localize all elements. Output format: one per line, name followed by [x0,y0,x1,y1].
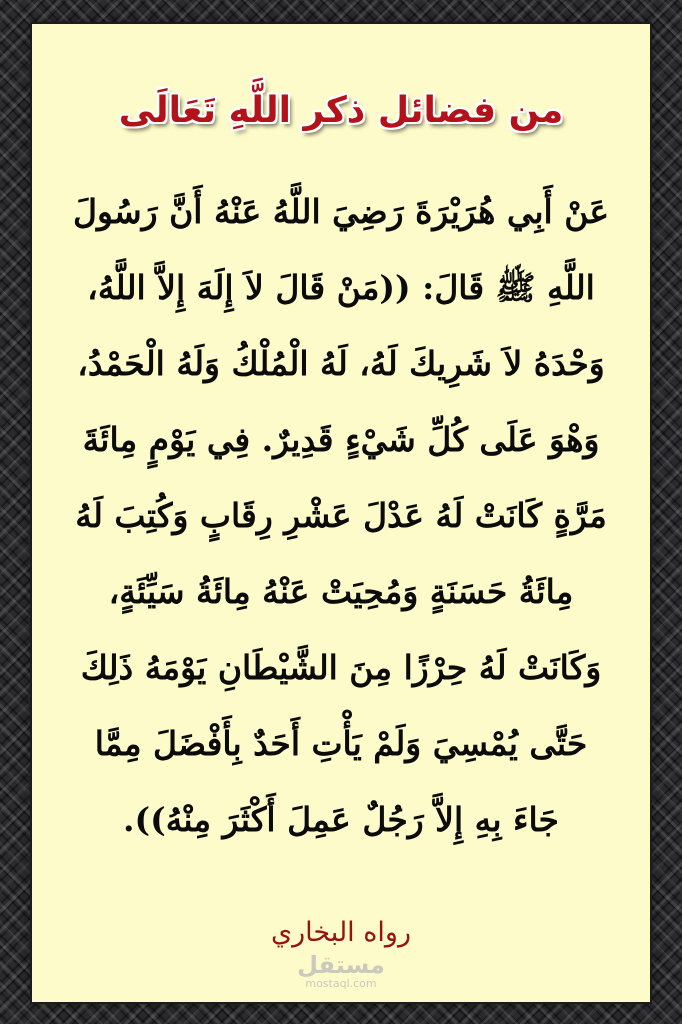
watermark-latin: mostaql.com [305,977,377,990]
hadith-text: عَنْ أَبِي هُرَيْرَةَ رَضِيَ اللَّهُ عَنْهُ أَنَّ رَسُولَ اللَّهِ ﷺ قَالَ: ((مَنْ قَالَ لاَ إِلَهَ إِلاَّ اللَّهُ، وَحْدَهُ لاَ شَرِيكَ لَهُ، لَهُ الْمُلْكُ وَلَهُ الْحَمْدُ، وَهْوَ عَلَى كُلِّ شَيْءٍ قَدِيرٌ. فِي يَوْمٍ مِائَةَ مَرَّةٍ كَانَتْ لَهُ عَدْلَ عَشْرِ رِقَابٍ وَكُتِبَ لَهُ مِائَةُ حَسَنَةٍ وَمُحِيَتْ عَنْهُ مِائَةُ سَيِّئَةٍ، وَكَانَتْ لَهُ حِرْزًا مِنَ الشَّيْطَانِ يَوْمَهُ ذَلِكَ حَتَّى يُمْسِيَ وَلَمْ يَأْتِ أَحَدٌ بِأَفْضَلَ مِمَّا جَاءَ بِهِ إِلاَّ رَجُلٌ عَمِلَ أَكْثَرَ مِنْهُ)). [72,192,610,839]
page-title: من فضائل ذكر اللَّهِ تَعَالَى [118,90,564,131]
watermark-arabic: مستقل [297,951,385,979]
hadith-source: رواه البخاري [270,917,411,948]
hadith-card [32,24,650,1002]
watermark [32,952,650,990]
